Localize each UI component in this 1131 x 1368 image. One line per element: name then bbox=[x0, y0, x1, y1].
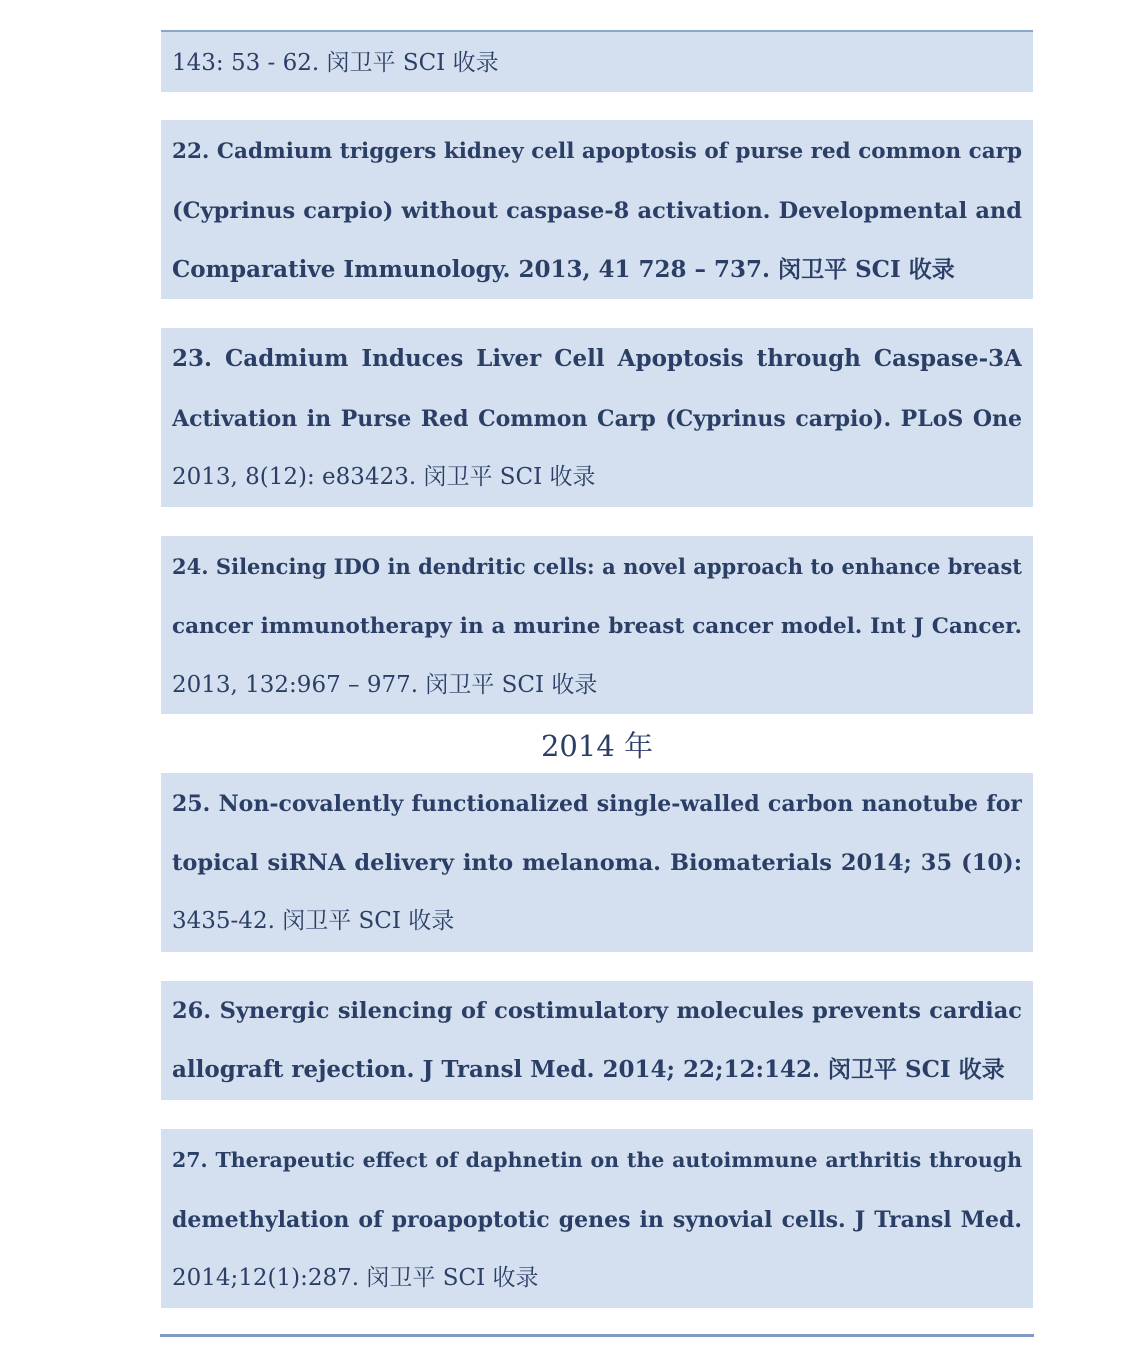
reference-line: 23. Cadmium Induces Liver Cell Apoptosis through Caspase-3A bbox=[172, 345, 1022, 372]
reference-line: 22. Cadmium triggers kidney cell apoptosis of purse red common carp bbox=[172, 139, 1022, 164]
reference-line: topical siRNA delivery into melanoma. Biomaterials 2014; 35 (10): bbox=[172, 850, 1022, 876]
reference-line: cancer immunotherapy in a murine breast cancer model. Int J Cancer. bbox=[172, 614, 1022, 639]
reference-line: demethylation of proapoptotic genes in synovial cells. J Transl Med. bbox=[172, 1207, 1022, 1233]
reference-line: 2013, 132:967 – 977. 闵卫平 SCI 收录 bbox=[172, 672, 598, 698]
reference-line: allograft rejection. J Transl Med. 2014; 22;12:142. 闵卫平 SCI 收录 bbox=[172, 1056, 1005, 1083]
reference-line: Comparative Immunology. 2013, 41 728 – 737. 闵卫平 SCI 收录 bbox=[172, 256, 955, 283]
reference-line: Activation in Purse Red Common Carp (Cyprinus carpio). PLoS One bbox=[172, 406, 1022, 432]
reference-line: 26. Synergic silencing of costimulatory molecules prevents cardiac bbox=[172, 998, 1022, 1024]
reference-line: 3435-42. 闵卫平 SCI 收录 bbox=[172, 908, 455, 934]
reference-line: 2014;12(1):287. 闵卫平 SCI 收录 bbox=[172, 1265, 539, 1291]
reference-entry-22 bbox=[161, 120, 1033, 299]
year-heading: 2014 年 bbox=[540, 729, 654, 763]
footer-divider bbox=[160, 1334, 1034, 1337]
reference-line: 27. Therapeutic effect of daphnetin on the autoimmune arthritis through bbox=[172, 1148, 1022, 1172]
reference-entry-23 bbox=[161, 328, 1033, 507]
reference-line: 25. Non-covalently functionalized single-walled carbon nanotube for bbox=[172, 791, 1022, 817]
reference-entry-24 bbox=[161, 536, 1033, 714]
reference-line: 143: 53 - 62. 闵卫平 SCI 收录 bbox=[172, 50, 499, 76]
reference-entry-continuation bbox=[161, 30, 1033, 92]
reference-entry-25 bbox=[161, 773, 1033, 952]
reference-entry-26 bbox=[161, 981, 1033, 1100]
reference-line: 2013, 8(12): e83423. 闵卫平 SCI 收录 bbox=[172, 464, 596, 490]
reference-line: 24. Silencing IDO in dendritic cells: a novel approach to enhance breast bbox=[172, 554, 1022, 579]
reference-line: (Cyprinus carpio) without caspase-8 activation. Developmental and bbox=[172, 198, 1022, 224]
reference-entry-27 bbox=[161, 1129, 1033, 1308]
